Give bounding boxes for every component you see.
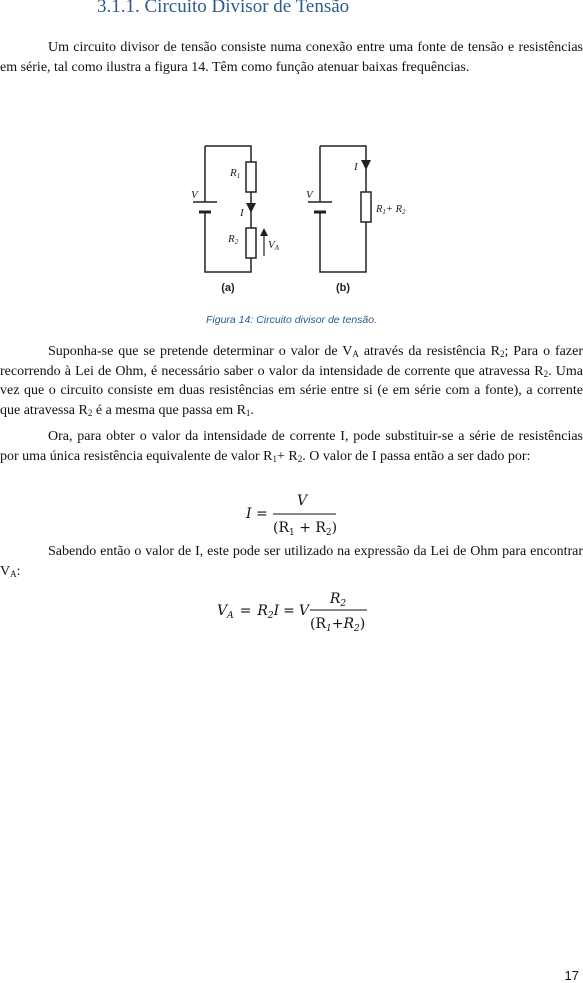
label-v-a: V bbox=[191, 189, 198, 201]
paragraph-ohm: Sabendo então o valor de I, este pode ser utilizado na expressão da Lei de Ohm para encontrar $V_A$: bbox=[0, 544, 583, 579]
label-a: (a) bbox=[221, 282, 235, 294]
equation-current bbox=[244, 490, 340, 538]
label-r-sum-b: R1+ R2 bbox=[376, 204, 406, 216]
svg-text:(R1 + R2): $(R_1 + R_2)$ bbox=[273, 520, 338, 538]
svg-text:V: V bbox=[296, 493, 308, 509]
paragraph-va: Suponha-se que se pretende determinar o valor de $V_A$ através da resistência $R_2$; Para o fazer recorrendo à Lei de Ohm, é necessário saber o valor da intensidade de corrente que atravessa $R_2$. Uma vez que o circuito consiste em duas resistências em série entre si (e em série com a fonte), a corrente que atravessa $R_2$ é a mesma que passa em $R_1$. bbox=[0, 344, 583, 418]
paragraph-intro-text: Um circuito divisor de tensão consiste numa conexão entre uma fonte de tensão e resistências em série, tal como ilustra a figura 14. Têm como função atenuar baixas frequências. bbox=[0, 40, 583, 75]
svg-text:R2: $R_2$ bbox=[329, 591, 347, 609]
equation-va bbox=[215, 588, 371, 632]
current-arrow-b bbox=[361, 160, 371, 170]
current-arrow-a bbox=[246, 203, 256, 213]
voltage-arrow-a bbox=[260, 228, 268, 236]
figure-caption: Figura 14: Circuito divisor de tensão. bbox=[206, 314, 377, 326]
label-r1-a: R1 bbox=[230, 167, 241, 180]
paragraph-intro bbox=[0, 38, 583, 77]
svg-text:(R1+R2): $(R_1+R_2)$ bbox=[310, 616, 366, 632]
label-r2-a: R2 bbox=[228, 233, 239, 246]
page-number: 17 bbox=[564, 968, 579, 983]
label-i-b: I bbox=[354, 161, 358, 173]
paragraph-equivalent: Ora, para obter o valor da intensidade de corrente I, pode substituir-se a série de resistências por uma única resistência equivalente de valor $R_1+ R_2$. O valor de I passa então a ser dado por: bbox=[0, 429, 583, 464]
label-i-a: I bbox=[240, 207, 244, 219]
label-b: (b) bbox=[335, 282, 351, 294]
label-va-a: VA bbox=[268, 239, 280, 252]
svg-text:I =: I = bbox=[246, 506, 268, 522]
svg-text:VA=R2I=V: $V_A = R_2I = V$ bbox=[217, 603, 310, 621]
circuit-a bbox=[193, 146, 264, 272]
label-v-b: V bbox=[306, 189, 313, 201]
circuit-b bbox=[308, 146, 371, 272]
section-heading: 3.1.1. Circuito Divisor de Tensão bbox=[97, 0, 350, 17]
circuit-figure bbox=[180, 140, 420, 302]
